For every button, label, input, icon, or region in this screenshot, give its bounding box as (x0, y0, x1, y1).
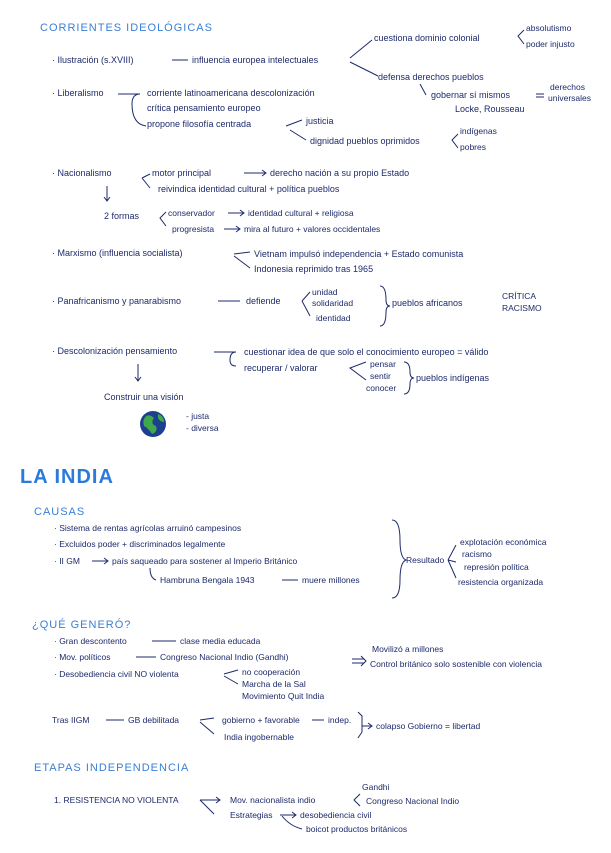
etapa-2b: boicot productos británicos (306, 824, 408, 834)
arrow (228, 210, 244, 216)
genero-2: · Mov. políticos (54, 652, 111, 662)
panafricanismo-p3: identidad (316, 313, 351, 323)
liberalismo-l2: crítica pensamiento europeo (147, 103, 261, 113)
causa-3b: país saqueado para sostener al Imperio Británico (112, 556, 298, 566)
genero-3b: Marcha de la Sal (242, 679, 306, 689)
nacionalismo-forms: 2 formas (104, 211, 140, 221)
descolonizacion-d2d: pueblos indígenas (416, 373, 490, 383)
nacionalismo-f2b: mira al futuro + valores occidentales (244, 224, 381, 234)
genero-o2: Control británico solo sostenible con violencia (370, 659, 542, 669)
genero-3: · Desobediencia civil NO violenta (54, 669, 179, 679)
ilustracion-b1a: absolutismo (526, 23, 572, 33)
genero-2b: Congreso Nacional Indio (Gandhi) (160, 652, 289, 662)
genero-1b: clase media educada (180, 636, 261, 646)
branch (224, 670, 238, 684)
down-arrow (135, 364, 141, 381)
genero-title: ¿QUÉ GENERÓ? (32, 619, 132, 631)
brace (452, 134, 458, 148)
arrow (224, 226, 240, 232)
branch (448, 545, 456, 578)
etapas-title: ETAPAS INDEPENDENCIA (34, 762, 190, 774)
ilustracion-b1: cuestiona dominio colonial (374, 33, 480, 43)
etapa-2a: desobediencia civil (300, 810, 372, 820)
descolonizacion-d3b: - diversa (186, 423, 219, 433)
descolonizacion-d3: Construir una visión (104, 392, 184, 402)
causas-title: CAUSAS (34, 506, 86, 518)
branch (142, 174, 150, 188)
ilustracion-b2: defensa derechos pueblos (378, 72, 484, 82)
brace (380, 286, 390, 326)
connector (150, 568, 156, 580)
liberalismo-l3c: indígenas (460, 126, 497, 136)
tras-3: gobierno + favorable (222, 715, 300, 725)
brace (404, 362, 414, 394)
brace (160, 212, 166, 226)
ilustracion-label: · Ilustración (s.XVIII) (52, 55, 134, 65)
nacionalismo-f1b: identidad cultural + religiosa (248, 208, 354, 218)
brace (354, 794, 360, 806)
panafricanismo-verb: defiende (246, 296, 281, 306)
liberalismo-l3: propone filosofía centrada (147, 119, 252, 129)
descolonizacion-d2c: conocer (366, 383, 397, 393)
arrow (244, 170, 266, 176)
connector (420, 84, 426, 95)
causa-4b: muere millones (302, 575, 360, 585)
resultado-2: racismo (462, 549, 492, 559)
tras-6: colapso Gobierno = libertad (376, 721, 481, 731)
branch-arrows (234, 252, 250, 268)
liberalismo-label: · Liberalismo (52, 88, 104, 98)
ilustracion-b2b: derechos (550, 82, 585, 92)
genero-3c: Movimiento Quit India (242, 691, 325, 701)
brace (392, 520, 406, 598)
arrow (92, 558, 108, 564)
marxismo-m2: Indonesia reprimido tras 1965 (254, 264, 374, 274)
causa-3: · II GM (54, 556, 80, 566)
panafricanismo-p6: RACISMO (502, 303, 542, 313)
descolonizacion-d3a: - justa (186, 411, 210, 421)
nacionalismo-label: · Nacionalismo (52, 168, 112, 178)
liberalismo-l1: corriente latinoamericana descolonización (147, 88, 315, 98)
panafricanismo-p1: unidad (312, 287, 338, 297)
marxismo-m1: Vietnam impulsó independencia + Estado comunista (254, 249, 464, 259)
causa-2: · Excluidos poder + discriminados legalmente (54, 539, 226, 549)
branch (280, 812, 302, 829)
etapa-1c: Congreso Nacional Indio (366, 796, 460, 806)
branch (200, 718, 214, 734)
nacionalismo-n1b: derecho nación a su propio Estado (270, 168, 410, 178)
descolonizacion-d2a: pensar (370, 359, 396, 369)
etapa-2: Estrategias (230, 810, 273, 820)
brace (518, 30, 524, 44)
ilustracion-b1b: poder injusto (526, 39, 575, 49)
descolonizacion-d1: cuestionar idea de que solo el conocimiento europeo = válido (244, 347, 489, 357)
etapa-1a: Mov. nacionalista indio (230, 795, 316, 805)
ilustracion-b2a: gobernar sí mismos (431, 90, 511, 100)
panafricanismo-label: · Panafricanismo y panarabismo (52, 296, 182, 306)
tras-5: India ingobernable (224, 732, 294, 742)
brace-arrow (358, 712, 372, 738)
ilustracion-effect: influencia europea intelectuales (192, 55, 319, 65)
section-title: CORRIENTES IDEOLÓGICAS (40, 22, 213, 34)
branch (302, 292, 310, 316)
nacionalismo-n2: reivindica identidad cultural + política pueblos (158, 184, 340, 194)
nacionalismo-f2a: progresista (172, 224, 215, 234)
liberalismo-l3b: dignidad pueblos oprimidos (310, 136, 420, 146)
descolonizacion-d2b: sentir (370, 371, 391, 381)
marxismo-label: · Marxismo (influencia socialista) (52, 248, 183, 258)
tras-4: indep. (328, 715, 352, 725)
down-arrow (104, 186, 110, 201)
panafricanismo-p2: solidaridad (312, 298, 354, 308)
panafricanismo-p5: CRÍTICA (502, 291, 536, 301)
arrows (350, 362, 366, 380)
ilustracion-b2c: universales (548, 93, 591, 103)
liberalismo-l3a: justicia (306, 116, 334, 126)
resultado-1: explotación económica (460, 537, 547, 547)
descolonizacion-d2: recuperar / valorar (244, 363, 318, 373)
india-title: LA INDIA (20, 466, 114, 488)
liberalismo-l3d: pobres (460, 142, 486, 152)
descolonizacion-label: · Descolonización pensamiento (52, 346, 178, 356)
nacionalismo-n1a: motor principal (152, 168, 212, 178)
branch (200, 797, 220, 814)
genero-3a: no cooperación (242, 667, 301, 677)
causa-1: · Sistema de rentas agrícolas arruinó campesinos (54, 523, 242, 533)
brace (118, 94, 146, 126)
tras-1: Tras IIGM (52, 715, 90, 725)
resultado-label: Resultado (406, 555, 445, 565)
panafricanismo-p4: pueblos africanos (392, 298, 463, 308)
branch-arrows (286, 120, 306, 140)
ilustracion-b2d: Locke, Rousseau (455, 104, 525, 114)
genero-o1: Movilizó a millones (372, 644, 444, 654)
nacionalismo-f1a: conservador (168, 208, 215, 218)
implies-arrow (352, 656, 366, 666)
resultado-3: represión política (464, 562, 529, 572)
globe-icon (140, 411, 166, 437)
tras-2: GB debilitada (128, 715, 180, 725)
genero-1: · Gran descontento (54, 636, 127, 646)
etapa-1: 1. RESISTENCIA NO VIOLENTA (54, 795, 179, 805)
brace (214, 352, 236, 366)
resultado-4: resistencia organizada (458, 577, 544, 587)
etapa-1b: Gandhi (362, 782, 390, 792)
causa-4: Hambruna Bengala 1943 (160, 575, 255, 585)
branch-arrows (350, 40, 378, 76)
